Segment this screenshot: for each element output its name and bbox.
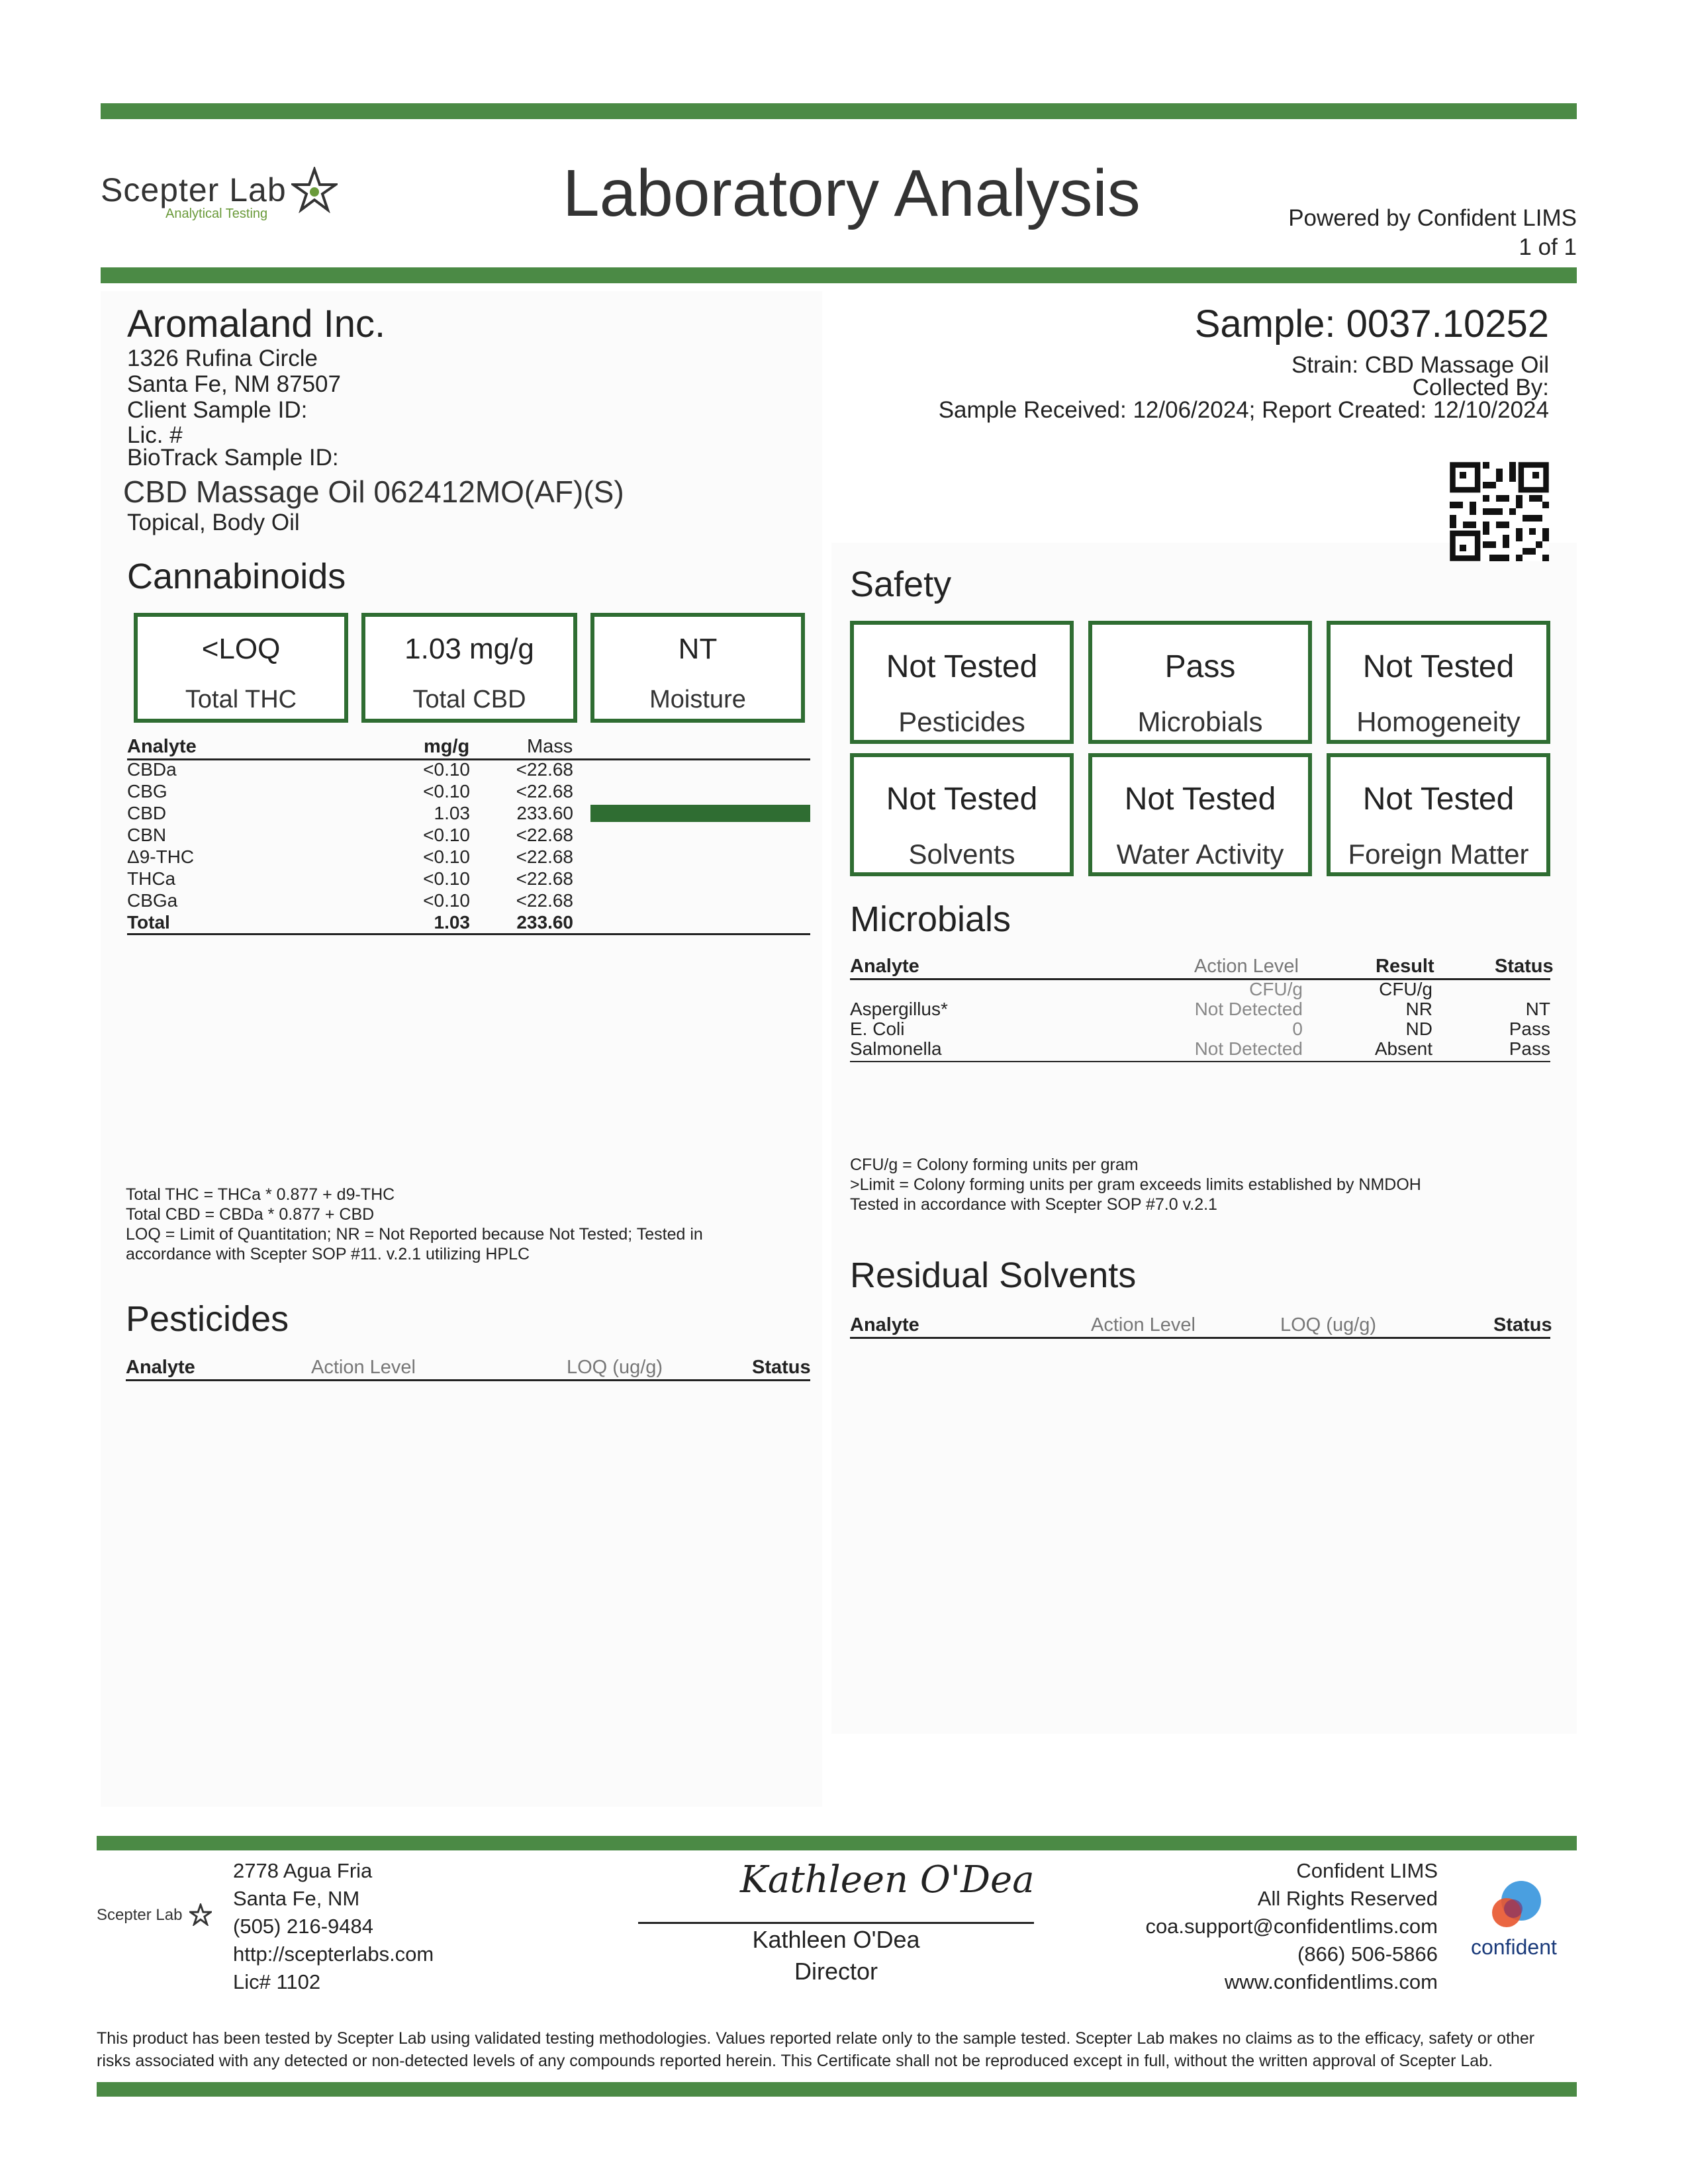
disclaimer-line-2: risks associated with any detected or non-detected levels of any compounds reported herein. This Certificate shall not be reproduced except in full, without the written approval of Scepter Lab. <box>97 2052 1493 2070</box>
total-cbd-label: Total CBD <box>412 686 526 713</box>
cannabinoids-note-2: Total CBD = CBDa * 0.877 + CBD <box>126 1205 375 1224</box>
microbial-analyte: E. Coli <box>850 1019 905 1039</box>
cannabinoid-mgg: <0.10 <box>423 846 470 867</box>
residual-header-status: Status <box>1493 1314 1552 1336</box>
lab-address-1: 2778 Agua Fria <box>233 1859 373 1882</box>
lims-phone: (866) 506-5866 <box>1297 1942 1438 1966</box>
bottom-bar <box>97 2082 1577 2097</box>
microbial-result: ND <box>1405 1019 1432 1039</box>
cannabinoid-mgg: <0.10 <box>423 825 470 845</box>
cannabinoid-mass: <22.68 <box>516 781 573 801</box>
cannabinoid-analyte: CBDa <box>127 759 177 780</box>
lims-rights: All Rights Reserved <box>1257 1887 1438 1910</box>
safety-label: Homogeneity <box>1356 706 1521 737</box>
top-bar <box>101 103 1577 119</box>
cannabinoids-note-4: accordance with Scepter SOP #11. v.2.1 utilizing HPLC <box>126 1245 530 1263</box>
residual-header-loq: LOQ (ug/g) <box>1280 1314 1377 1336</box>
cannabinoid-analyte: CBGa <box>127 890 178 911</box>
safety-box-water-activity <box>1088 753 1312 876</box>
microbial-action: Not Detected <box>1194 999 1303 1019</box>
signature: Kathleen O'Dea <box>740 1858 1035 1901</box>
product-type: Topical, Body Oil <box>127 510 300 535</box>
microbials-note-3: Tested in accordance with Scepter SOP #7.0 v.2.1 <box>850 1195 1217 1214</box>
footer-star-icon <box>189 1903 212 1926</box>
pesticides-header-rule <box>126 1379 810 1381</box>
safety-box-foreign-matter <box>1327 753 1550 876</box>
scepter-logo <box>101 171 339 224</box>
sample-collected: Collected By: <box>1412 375 1549 400</box>
cannabinoids-header-mass: Mass <box>527 736 573 757</box>
cannabinoids-note-3: LOQ = Limit of Quantitation; NR = Not Reported because Not Tested; Tested in <box>126 1225 703 1244</box>
confident-logo-icon <box>1487 1880 1546 1933</box>
cannabinoid-mgg: <0.10 <box>423 781 470 801</box>
total-thc-label: Total THC <box>185 686 297 713</box>
cannabinoid-mass: <22.68 <box>516 868 573 889</box>
qr-code-icon[interactable] <box>1450 462 1549 561</box>
logo-text: Scepter Lab <box>101 171 287 208</box>
pesticides-header-loq: LOQ (ug/g) <box>567 1357 663 1378</box>
cannabinoid-mass: <22.68 <box>516 890 573 911</box>
cannabinoid-mass: <22.68 <box>516 759 573 780</box>
total-cbd-value: 1.03 mg/g <box>404 633 534 665</box>
safety-value: Not Tested <box>1124 782 1276 817</box>
safety-label: Pesticides <box>898 706 1025 737</box>
logo-tagline: Analytical Testing <box>165 206 268 221</box>
cannabinoid-total-mgg: 1.03 <box>434 912 470 933</box>
disclaimer-line-1: This product has been tested by Scepter Lab using validated testing methodologies. Values reported relate only to the sample tested. Scepter Lab makes no claims as to the efficacy, safety or other <box>97 2029 1535 2048</box>
cannabinoid-total-mass: 233.60 <box>516 912 573 933</box>
residual-header-analyte: Analyte <box>850 1314 919 1336</box>
safety-value: Not Tested <box>886 649 1038 684</box>
cannabinoid-analyte: THCa <box>127 868 176 889</box>
footer-logo <box>97 1903 222 1936</box>
total-cbd-box <box>361 613 577 723</box>
safety-value: Not Tested <box>886 782 1038 817</box>
signature-line <box>638 1922 1034 1924</box>
cannabinoids-total-rule <box>127 933 810 935</box>
cannabinoids-header-analyte: Analyte <box>127 736 197 757</box>
lims-website[interactable]: www.confidentlims.com <box>1224 1970 1438 1993</box>
microbial-status: Pass <box>1509 1038 1550 1059</box>
pesticides-header-status: Status <box>752 1357 811 1378</box>
safety-label: Water Activity <box>1116 839 1284 870</box>
cannabinoid-total-label: Total <box>127 912 170 933</box>
safety-value: Pass <box>1164 649 1236 684</box>
page-title: Laboratory Analysis <box>563 156 1141 230</box>
client-biotrack: BioTrack Sample ID: <box>127 445 339 471</box>
safety-value: Not Tested <box>1362 649 1515 684</box>
cannabinoid-bar <box>590 805 810 822</box>
lab-phone: (505) 216-9484 <box>233 1915 373 1938</box>
lims-name: Confident LIMS <box>1296 1859 1438 1882</box>
microbials-header-result: Result <box>1376 956 1434 977</box>
pesticides-title: Pesticides <box>126 1299 289 1339</box>
microbial-analyte: Aspergillus* <box>850 999 948 1019</box>
microbials-header-action: Action Level <box>1194 956 1299 977</box>
safety-box-homogeneity <box>1327 621 1550 744</box>
microbials-title: Microbials <box>850 899 1011 939</box>
cannabinoid-mgg: <0.10 <box>423 868 470 889</box>
microbials-bottom-rule <box>850 1061 1550 1062</box>
total-thc-box <box>134 613 348 723</box>
moisture-box <box>590 613 805 723</box>
safety-value: Not Tested <box>1362 782 1515 817</box>
client-name: Aromaland Inc. <box>127 302 386 345</box>
cannabinoid-mass: <22.68 <box>516 846 573 867</box>
moisture-value: NT <box>678 633 718 665</box>
safety-box-microbials <box>1088 621 1312 744</box>
lab-address-2: Santa Fe, NM <box>233 1887 360 1910</box>
microbial-action: Not Detected <box>1194 1038 1303 1059</box>
confident-logo-text: confident <box>1471 1935 1557 1959</box>
signer-name: Kathleen O'Dea <box>752 1926 920 1953</box>
cannabinoid-mgg: <0.10 <box>423 890 470 911</box>
microbials-header-status: Status <box>1495 956 1554 977</box>
header-bar <box>101 267 1577 283</box>
microbials-note-1: CFU/g = Colony forming units per gram <box>850 1156 1139 1174</box>
safety-box-pesticides <box>850 621 1074 744</box>
safety-box-solvents <box>850 753 1074 876</box>
cannabinoid-mgg: <0.10 <box>423 759 470 780</box>
microbial-action: 0 <box>1292 1019 1303 1039</box>
lab-license: Lic# 1102 <box>233 1970 321 1993</box>
cannabinoids-note-1: Total THC = THCa * 0.877 + d9-THC <box>126 1185 395 1204</box>
safety-label: Foreign Matter <box>1348 839 1529 870</box>
residual-header-action: Action Level <box>1091 1314 1196 1336</box>
cannabinoid-analyte: CBD <box>127 803 167 823</box>
client-sample-id: Client Sample ID: <box>127 397 308 423</box>
client-lic: Lic. # <box>127 422 183 448</box>
footer-bar <box>97 1836 1577 1850</box>
microbials-unit-result: CFU/g <box>1379 979 1432 999</box>
microbial-analyte: Salmonella <box>850 1038 942 1059</box>
signer-title: Director <box>794 1958 878 1985</box>
residual-solvents-title: Residual Solvents <box>850 1255 1137 1295</box>
cannabinoid-analyte: CBN <box>127 825 167 845</box>
product-name: CBD Massage Oil 062412MO(AF)(S) <box>123 475 624 509</box>
star-icon <box>291 167 338 213</box>
microbial-result: Absent <box>1374 1038 1432 1059</box>
microbial-result: NR <box>1405 999 1432 1019</box>
microbials-header-rule <box>850 978 1550 980</box>
total-thc-value: <LOQ <box>201 633 281 665</box>
microbial-status: NT <box>1525 999 1550 1019</box>
residual-header-rule <box>850 1337 1550 1339</box>
client-address-2: Santa Fe, NM 87507 <box>127 371 341 397</box>
microbial-status: Pass <box>1509 1019 1550 1039</box>
footer-logo-text: Scepter Lab <box>97 1906 183 1924</box>
pesticides-header-analyte: Analyte <box>126 1357 195 1378</box>
safety-label: Solvents <box>908 839 1015 870</box>
microbials-header-analyte: Analyte <box>850 956 919 977</box>
sample-number: Sample: 0037.10252 <box>1194 302 1549 345</box>
moisture-label: Moisture <box>649 686 746 713</box>
powered-by: Powered by Confident LIMS <box>1288 205 1577 231</box>
microbials-note-2: >Limit = Colony forming units per gram exceeds limits established by NMDOH <box>850 1175 1421 1194</box>
safety-label: Microbials <box>1137 706 1263 737</box>
cannabinoid-analyte: CBG <box>127 781 167 801</box>
lims-email[interactable]: coa.support@confidentlims.com <box>1145 1915 1438 1938</box>
cannabinoid-mass: <22.68 <box>516 825 573 845</box>
lab-website[interactable]: http://scepterlabs.com <box>233 1942 434 1966</box>
cannabinoids-title: Cannabinoids <box>127 557 346 596</box>
sample-strain: Strain: CBD Massage Oil <box>1291 352 1549 378</box>
page-number: 1 of 1 <box>1519 234 1577 260</box>
cannabinoid-mass: 233.60 <box>516 803 573 823</box>
client-address-1: 1326 Rufina Circle <box>127 345 318 371</box>
sample-dates: Sample Received: 12/06/2024; Report Created: 12/10/2024 <box>938 397 1549 423</box>
pesticides-header-action: Action Level <box>311 1357 416 1378</box>
microbials-unit-action: CFU/g <box>1249 979 1303 999</box>
cannabinoid-mgg: 1.03 <box>434 803 470 823</box>
cannabinoids-header-mgg: mg/g <box>424 736 470 757</box>
cannabinoid-analyte: Δ9-THC <box>127 846 195 867</box>
safety-title: Safety <box>850 565 952 604</box>
